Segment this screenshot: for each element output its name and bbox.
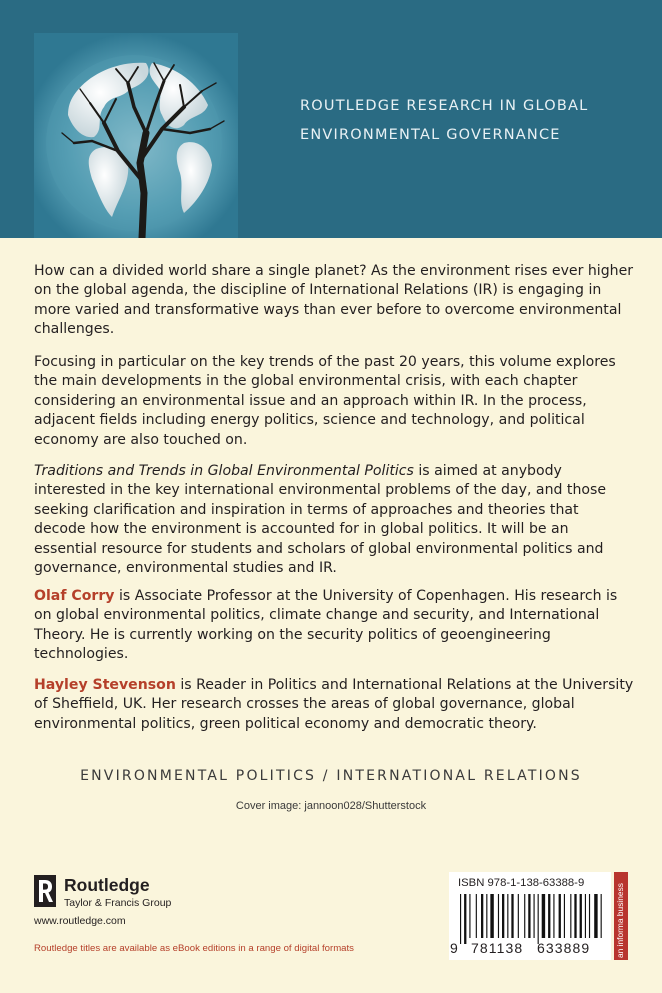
barcode-bar	[502, 894, 504, 938]
barcode-bar	[481, 894, 483, 938]
barcode-bar	[460, 894, 461, 944]
barcode-bar	[559, 894, 561, 938]
barcode-bar	[570, 894, 571, 938]
globe-tree-illustration	[34, 33, 238, 238]
author-name-1: Olaf Corry	[34, 588, 115, 604]
blurb-paragraph-1: How can a divided world share a single planet? As the environment rises ever higher on the global agenda, the discipline of International Relations (IR) is engaging in more varied and transformative ways than ever before to overcome environmental challenges.	[34, 263, 634, 338]
author-bio-1	[34, 587, 634, 665]
cover-image-globe-tree	[34, 33, 238, 238]
barcode-bar	[601, 894, 602, 938]
barcode-bar	[469, 894, 470, 938]
barcode-bar	[534, 894, 535, 938]
barcode-digits-group-2: 633889	[537, 940, 591, 956]
series-title-line-2: ENVIRONMENTAL GOVERNANCE	[300, 127, 561, 143]
blurb-paragraph-2: Focusing in particular on the key trends of the past 20 years, this volume explores the main developments in the global environmental crisis, with each chapter considering an environmental issue and an approach within IR. In the process, adjacent fields including energy politics, science and technology, and political economy are also touched on.	[34, 354, 616, 448]
barcode-digit-first: 9	[450, 940, 458, 956]
barcode-bar	[564, 894, 565, 938]
barcode-bar	[507, 894, 508, 938]
barcode-bar	[589, 894, 590, 938]
barcode-bar	[542, 894, 545, 938]
barcode-bar	[511, 894, 513, 938]
series-title-line-1: ROUTLEDGE RESEARCH IN GLOBAL	[300, 98, 589, 114]
barcode-bar	[528, 894, 530, 938]
isbn-label: ISBN 978-1-138-63388-9	[458, 877, 585, 889]
author-name-2: Hayley Stevenson	[34, 677, 176, 693]
blurb-paragraph-3	[34, 462, 634, 578]
barcode-bar	[538, 894, 539, 944]
isbn-barcode-box	[449, 872, 611, 960]
ebook-note: Routledge titles are available as eBook editions in a range of digital formats	[34, 943, 354, 954]
barcode-bar	[580, 894, 582, 938]
barcode-bar	[548, 894, 550, 938]
barcode-bar	[553, 894, 554, 938]
barcode-icon	[454, 894, 606, 944]
routledge-r-icon	[34, 875, 56, 907]
cover-image-credit: Cover image: jannoon028/Shutterstock	[235, 800, 427, 812]
blurb-paragraph-3-text: is aimed at anybody interested in the key international environmental problems of the day, and those seeking clarification and inspiration in terms of approaches and theories that decode how the environment is accounted for in global politics. It will be an essential resource for students and scholars of global environmental politics and governance, environmental studies and IR.	[34, 463, 607, 577]
author-bio-2	[34, 676, 634, 734]
barcode-bar	[594, 894, 597, 938]
barcode-bar	[464, 894, 466, 944]
barcode-bar	[574, 894, 576, 938]
publisher-website: www.routledge.com	[34, 915, 126, 927]
author-bio-2-text: is Reader in Politics and International Relations at the University of Sheffield, UK. Her research crosses the areas of global governance, global environmental politics, green political economy and democratic theory.	[34, 677, 634, 732]
barcode-bar	[486, 894, 487, 938]
barcode-bar	[490, 894, 493, 938]
book-title: Traditions and Trends in Global Environmental Politics	[34, 463, 414, 479]
barcode-bar	[498, 894, 499, 938]
barcode-bar	[518, 894, 519, 938]
informa-strip	[614, 872, 628, 960]
subject-category: ENVIRONMENTAL POLITICS / INTERNATIONAL RELATIONS	[80, 768, 582, 784]
publisher-group: Taylor & Francis Group	[64, 897, 172, 909]
informa-label: an informa business	[615, 883, 625, 958]
author-bio-1-text: is Associate Professor at the University of Copenhagen. His research is on global environmental politics, climate change and security, and International Theory. He is currently working on the security politics of geoengineering technologies.	[34, 588, 618, 663]
barcode-bar	[476, 894, 477, 938]
barcode-bar	[585, 894, 586, 938]
header-band	[0, 0, 662, 238]
barcode-bar	[524, 894, 525, 938]
publisher-name: Routledge	[64, 875, 150, 895]
series-title	[300, 92, 630, 150]
barcode-digits-group-1: 781138	[471, 940, 524, 956]
